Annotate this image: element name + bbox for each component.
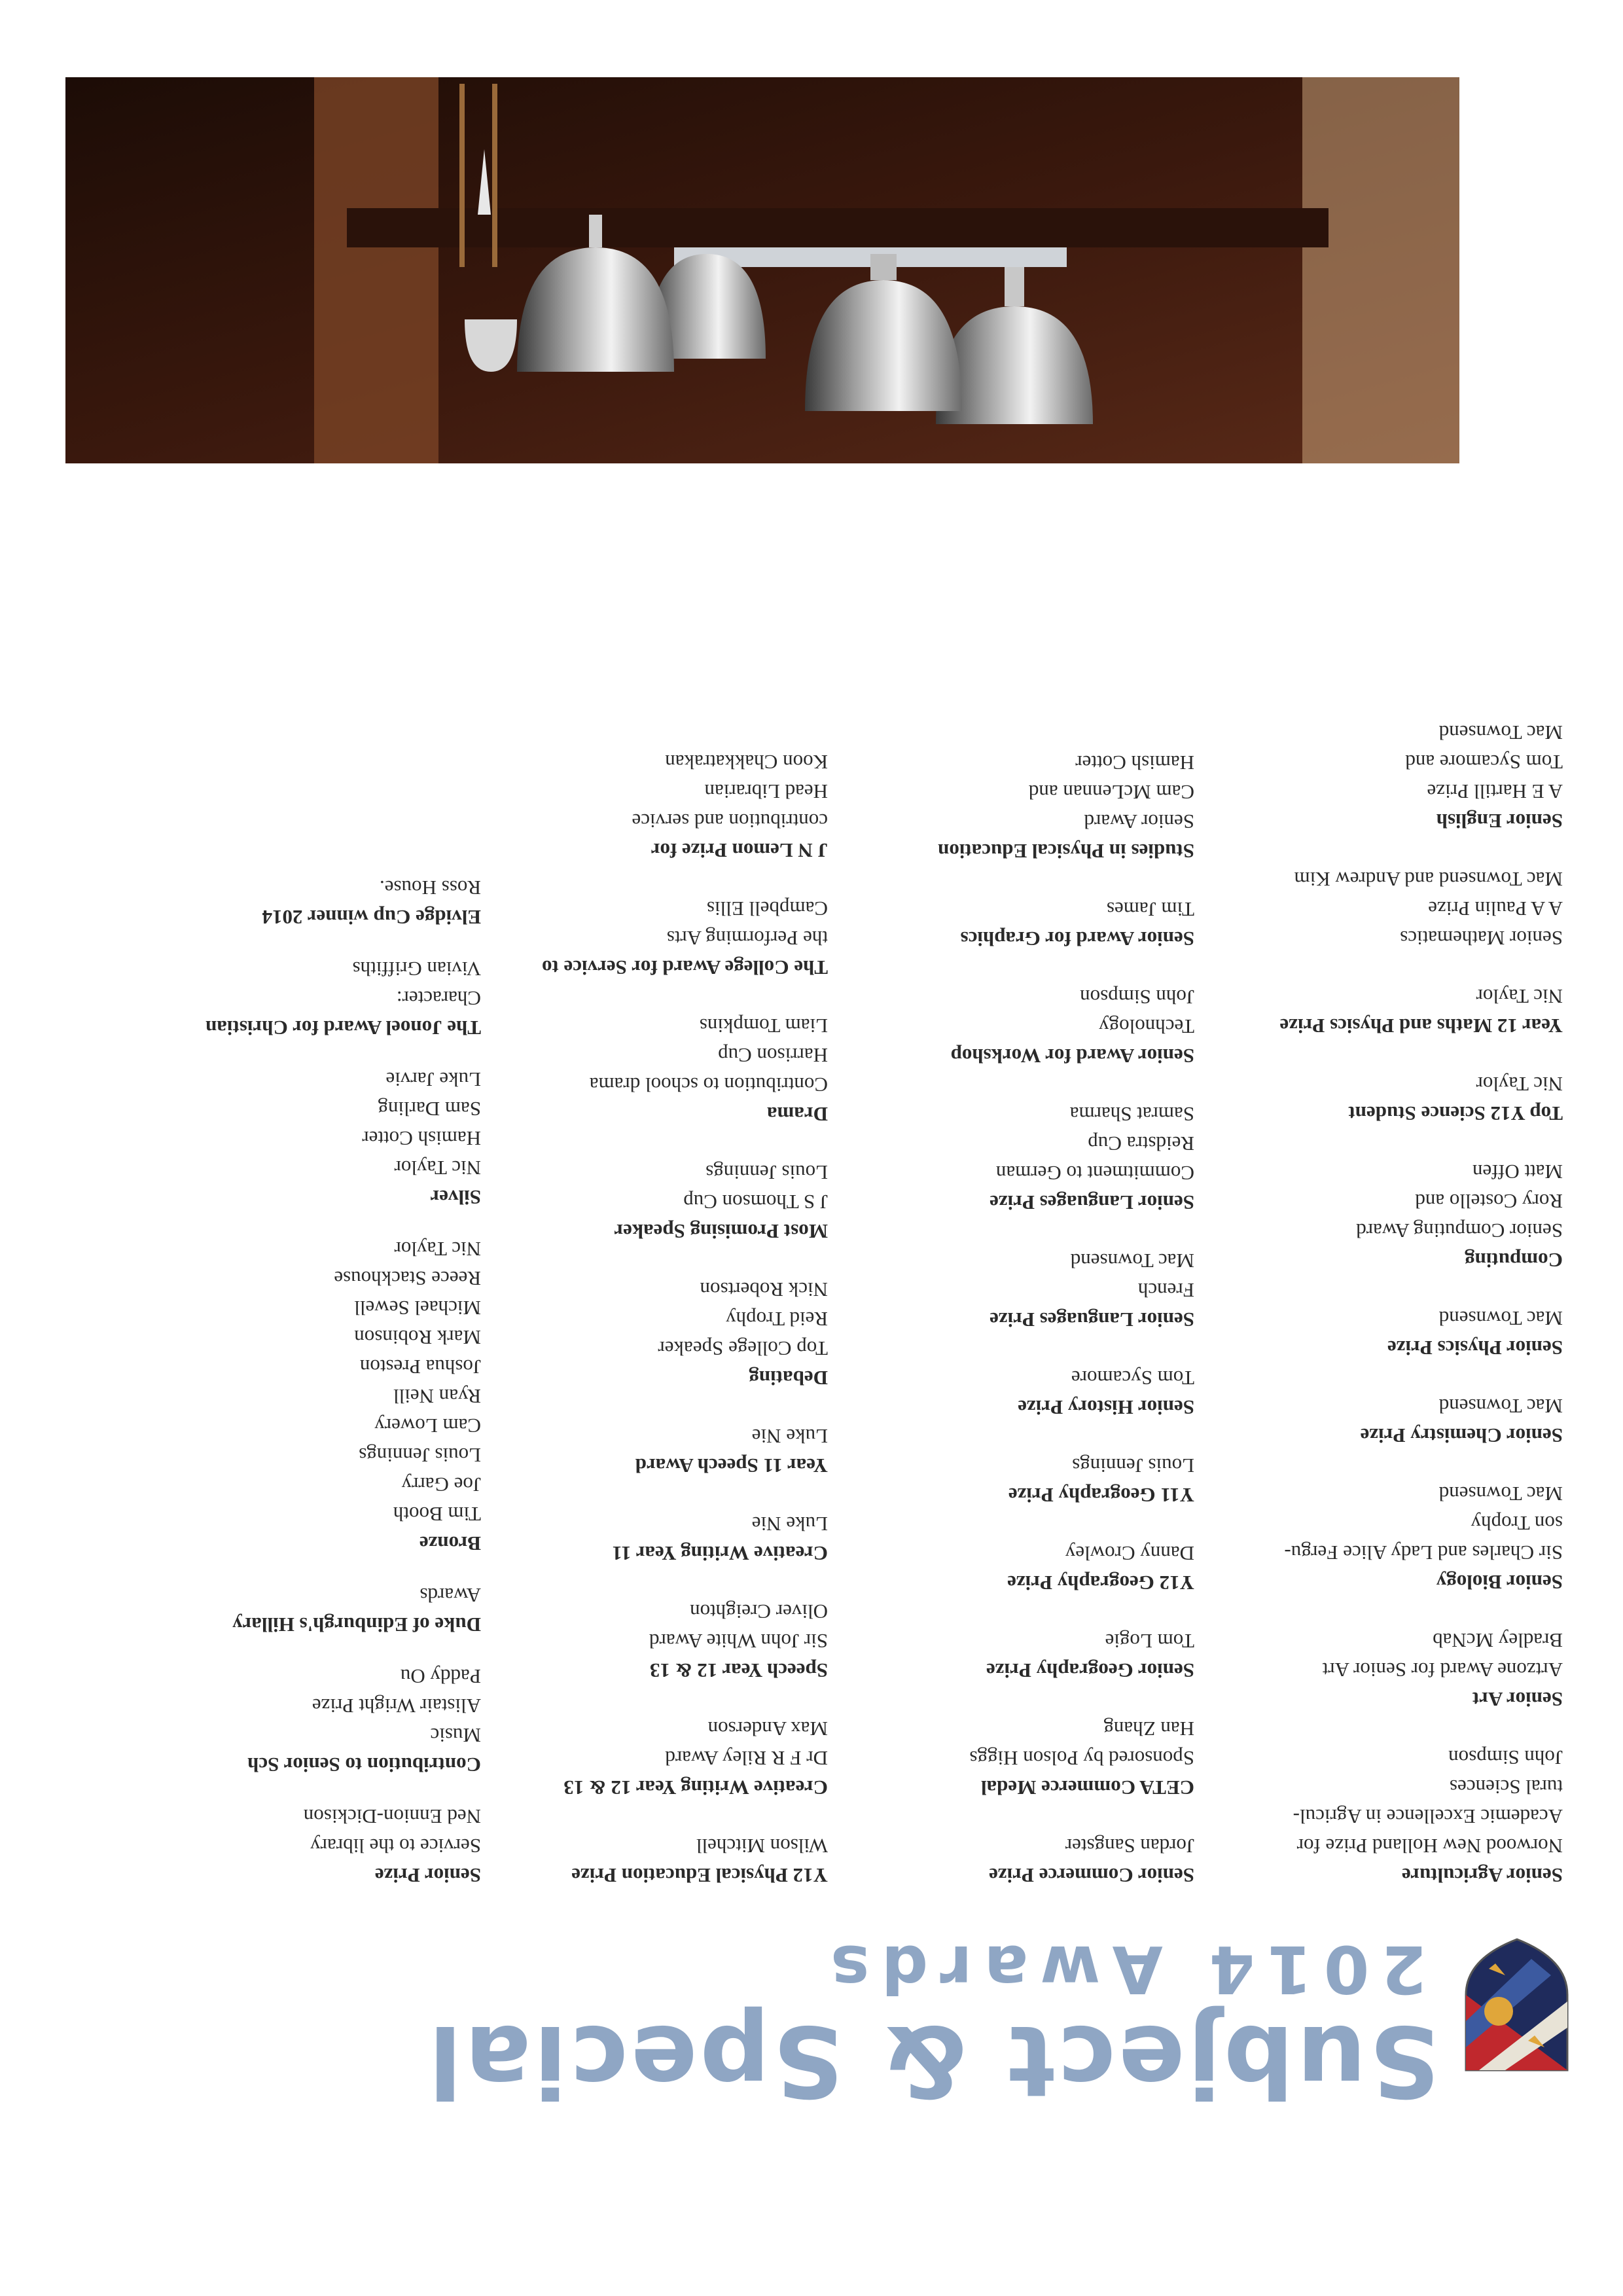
- award-title: Computing: [1465, 1249, 1563, 1272]
- award-entry: [1262, 1391, 1563, 1450]
- award-line: son Trophy: [1471, 1512, 1563, 1535]
- award-title: Creative Writing Year 11: [612, 1542, 828, 1565]
- award-line: Louis Jennings: [705, 1161, 828, 1184]
- award-entry: [527, 1011, 828, 1129]
- award-line: Sir Charles and Lady Alice Fergu-: [1284, 1541, 1563, 1564]
- award-title: Senior Award for Workshop: [950, 1045, 1194, 1067]
- award-title: Senior Chemistry Prize: [1360, 1424, 1563, 1447]
- award-line: Mac Townsend: [1070, 1249, 1194, 1272]
- award-title: Senior Languages Prize: [990, 1308, 1194, 1331]
- award-entry: [893, 1363, 1194, 1422]
- award-entry: [1262, 1069, 1563, 1128]
- award-entry: [893, 748, 1194, 866]
- award-entry: [893, 1451, 1194, 1510]
- school-crest-icon: [1463, 1936, 1571, 2073]
- award-entry: [527, 1158, 828, 1246]
- award-line: Mac Townsend: [1438, 1395, 1563, 1418]
- award-line: Commitment to German: [995, 1162, 1194, 1185]
- award-title: Y12 Physical Education Prize: [571, 1864, 828, 1887]
- award-line: the Performing Arts: [666, 927, 828, 950]
- award-entry: [115, 1234, 481, 1558]
- award-entry: [893, 1539, 1194, 1598]
- award-line: Alistair Wright Prize: [312, 1695, 481, 1717]
- award-line: Joe Garry: [401, 1473, 481, 1496]
- award-title: Senior Award for Graphics: [960, 927, 1194, 950]
- award-entry: [893, 1714, 1194, 1803]
- award-line: Matt Offen: [1472, 1160, 1563, 1183]
- award-line: Top College Speaker: [658, 1337, 828, 1360]
- award-line: Mac Townsend: [1438, 721, 1563, 744]
- award-line: Tim James: [1106, 898, 1194, 921]
- award-line: Luke Jarvie: [385, 1068, 481, 1091]
- award-line: Luke Nie: [751, 1513, 828, 1535]
- award-line: Nic Taylor: [394, 1238, 481, 1261]
- award-line: Jordan Sangster: [1065, 1835, 1194, 1857]
- award-line: Senior Award: [1084, 810, 1194, 833]
- award-entry: [115, 954, 481, 1043]
- award-entry: [115, 1065, 481, 1212]
- award-title: Y11 Geography Prize: [1008, 1484, 1194, 1507]
- award-title: Senior History Prize: [1018, 1396, 1194, 1419]
- awards-column-1: [1262, 689, 1563, 1890]
- award-line: tural Sciences: [1449, 1776, 1563, 1799]
- award-title: Creative Writing Year 12 & 13: [563, 1776, 828, 1799]
- award-line: Awards: [419, 1584, 481, 1607]
- page-subtitle: 2014 Awards: [819, 1931, 1427, 2007]
- award-line: Cam McLennan and: [1028, 781, 1194, 804]
- award-line: Oliver Creighton: [690, 1600, 828, 1623]
- award-entry: [893, 982, 1194, 1071]
- award-title: Year 12 Maths and Physics Prize: [1279, 1014, 1563, 1037]
- award-entry: [1262, 1743, 1563, 1890]
- award-entry: [1262, 982, 1563, 1041]
- award-title: Duke of Edinburgh's Hillary: [232, 1613, 481, 1636]
- award-line: Joshua Preston: [359, 1355, 481, 1378]
- award-line: Mark Robinson: [354, 1326, 481, 1349]
- award-title: Y12 Geography Prize: [1007, 1571, 1194, 1594]
- award-entry: [115, 1802, 481, 1890]
- award-title: Senior Commerce Prize: [989, 1864, 1194, 1887]
- award-line: Hamish Cotter: [362, 1127, 481, 1150]
- award-line: Liam Tompkins: [699, 1014, 828, 1037]
- award-title: Studies in Physical Education: [938, 840, 1194, 863]
- award-line: Artzone Award for Senior Art: [1322, 1659, 1563, 1681]
- award-entry: [527, 1714, 828, 1803]
- award-title: Debating: [749, 1367, 828, 1390]
- award-title: Most Promising Speaker: [614, 1220, 828, 1243]
- award-line: Reidstra Cup: [1088, 1132, 1194, 1155]
- award-entry: [527, 1422, 828, 1480]
- award-line: Head Librarian: [704, 780, 828, 803]
- award-line: Louis Jennings: [359, 1444, 481, 1467]
- award-title: The Jonoel Award for Christian: [205, 1016, 481, 1039]
- award-line: Service to the library: [310, 1835, 481, 1857]
- award-line: contribution and service: [632, 810, 828, 833]
- award-title: Drama: [767, 1103, 828, 1126]
- award-line: A A Paulin Prize: [1428, 897, 1563, 920]
- award-line: Michael Sewell: [354, 1297, 481, 1319]
- award-entry: [527, 1275, 828, 1393]
- award-title: Silver: [430, 1186, 481, 1209]
- award-entry: [893, 1831, 1194, 1890]
- award-entry: [115, 1662, 481, 1780]
- trophy-cups-photo: [65, 77, 1459, 463]
- award-line: Nic Taylor: [1476, 1073, 1563, 1096]
- award-title: CETA Commerce Medal: [981, 1776, 1194, 1799]
- award-line: Technology: [1099, 1015, 1194, 1038]
- award-line: Han Zhang: [1103, 1717, 1194, 1740]
- award-line: Music: [430, 1724, 481, 1747]
- award-title: Senior Physics Prize: [1387, 1336, 1563, 1359]
- award-title: Senior Languages Prize: [990, 1191, 1194, 1214]
- award-line: Tom Sycamore and: [1405, 751, 1563, 774]
- award-line: Reece Stackhouse: [334, 1267, 481, 1290]
- award-entry: [115, 1581, 481, 1640]
- award-line: Sam Darling: [378, 1098, 481, 1121]
- award-line: Senior Computing Award: [1356, 1219, 1563, 1242]
- awards-column-3: [527, 719, 828, 1890]
- award-entry: [1262, 1304, 1563, 1363]
- award-line: Ryan Neill: [393, 1385, 481, 1408]
- award-entry: [527, 894, 828, 982]
- award-title: The College Award for Service to: [541, 956, 828, 979]
- award-title: Speech Year 12 & 13: [649, 1659, 828, 1682]
- award-line: Tom Sycamore: [1071, 1367, 1194, 1390]
- award-title: Senior Prize: [374, 1864, 481, 1887]
- award-entry: [115, 873, 481, 932]
- award-title: Elvidge Cup winner 2014: [262, 906, 481, 929]
- award-title: Top Y12 Science Student: [1348, 1102, 1563, 1125]
- award-line: Vivian Griffiths: [352, 958, 481, 980]
- award-line: Sir John White Award: [649, 1630, 828, 1653]
- award-entry: [1262, 1157, 1563, 1275]
- award-entry: [893, 895, 1194, 954]
- award-line: Academic Excellence in Agricul-: [1293, 1805, 1563, 1828]
- award-line: Nic Taylor: [1476, 985, 1563, 1008]
- award-entry: [527, 1509, 828, 1568]
- award-line: Louis Jennings: [1072, 1454, 1194, 1477]
- award-title: Year 11 Speech Award: [635, 1454, 828, 1477]
- award-line: Senior Mathematics: [1400, 927, 1563, 950]
- awards-column-2: [893, 719, 1194, 1890]
- award-line: Character:: [396, 987, 481, 1010]
- award-entry: [527, 747, 828, 865]
- award-line: Ross House.: [379, 876, 481, 899]
- award-entry: [1262, 1479, 1563, 1597]
- award-line: J S Thomson Cup: [683, 1191, 828, 1213]
- award-line: Ned Ennion-Dickison: [303, 1805, 481, 1828]
- award-title: Senior English: [1436, 810, 1563, 833]
- award-line: Rory Costello and: [1415, 1190, 1563, 1213]
- award-entry: [893, 1100, 1194, 1217]
- award-line: Hamish Cotter: [1075, 751, 1194, 774]
- award-line: Paddy Ou: [400, 1665, 481, 1688]
- award-entry: [1262, 865, 1563, 953]
- award-line: Bradley McNab: [1433, 1629, 1563, 1652]
- award-entry: [1262, 1626, 1563, 1714]
- award-line: Samrat Sharma: [1069, 1103, 1194, 1126]
- award-line: John Simpson: [1448, 1746, 1563, 1769]
- award-line: Campbell Ellis: [706, 897, 828, 920]
- award-line: French: [1137, 1279, 1194, 1302]
- award-entry: [893, 1246, 1194, 1335]
- award-line: Contribution to school drama: [589, 1073, 828, 1096]
- award-title: Senior Art: [1472, 1688, 1563, 1711]
- award-line: Max Anderson: [707, 1717, 828, 1740]
- award-line: Wilson Mitchell: [696, 1835, 828, 1857]
- award-line: Dr F R Riley Award: [665, 1747, 828, 1770]
- award-line: Mac Townsend: [1438, 1482, 1563, 1505]
- award-title: Bronze: [419, 1532, 481, 1555]
- awards-column-4: [115, 851, 481, 1890]
- award-line: Mac Townsend: [1438, 1307, 1563, 1330]
- award-title: Contribution to Senior Sch: [247, 1753, 481, 1776]
- award-line: A E Hartill Prize: [1427, 780, 1563, 803]
- award-line: Mac Townsend and Andrew Kim: [1294, 868, 1563, 891]
- award-line: Danny Crowley: [1065, 1542, 1194, 1565]
- award-line: Reid Trophy: [726, 1308, 828, 1331]
- award-line: Nic Taylor: [394, 1157, 481, 1179]
- page-title: Subject & Special: [425, 2003, 1440, 2117]
- award-line: Nick Robertson: [700, 1278, 828, 1301]
- award-entry: [1262, 718, 1563, 836]
- award-line: Tom Logie: [1105, 1630, 1194, 1653]
- award-line: Luke Nie: [751, 1425, 828, 1448]
- award-entry: [893, 1626, 1194, 1685]
- award-title: Senior Biology: [1436, 1571, 1563, 1594]
- award-line: Koon Chakkatrakan: [665, 751, 828, 774]
- award-entry: [527, 1831, 828, 1890]
- award-line: Norwood New Holland Prize for: [1296, 1835, 1563, 1857]
- award-line: Sponsored by Polson Higgs: [969, 1747, 1194, 1770]
- award-line: Tim Booth: [393, 1503, 481, 1526]
- award-entry: [527, 1597, 828, 1685]
- award-line: Cam Lowery: [374, 1414, 481, 1437]
- award-title: J N Lemon Prize for: [651, 839, 828, 862]
- award-line: Harrison Cup: [718, 1044, 828, 1067]
- award-title: Senior Geography Prize: [986, 1659, 1194, 1682]
- award-title: Senior Agriculture: [1402, 1864, 1563, 1887]
- award-line: John Simpson: [1080, 986, 1194, 1009]
